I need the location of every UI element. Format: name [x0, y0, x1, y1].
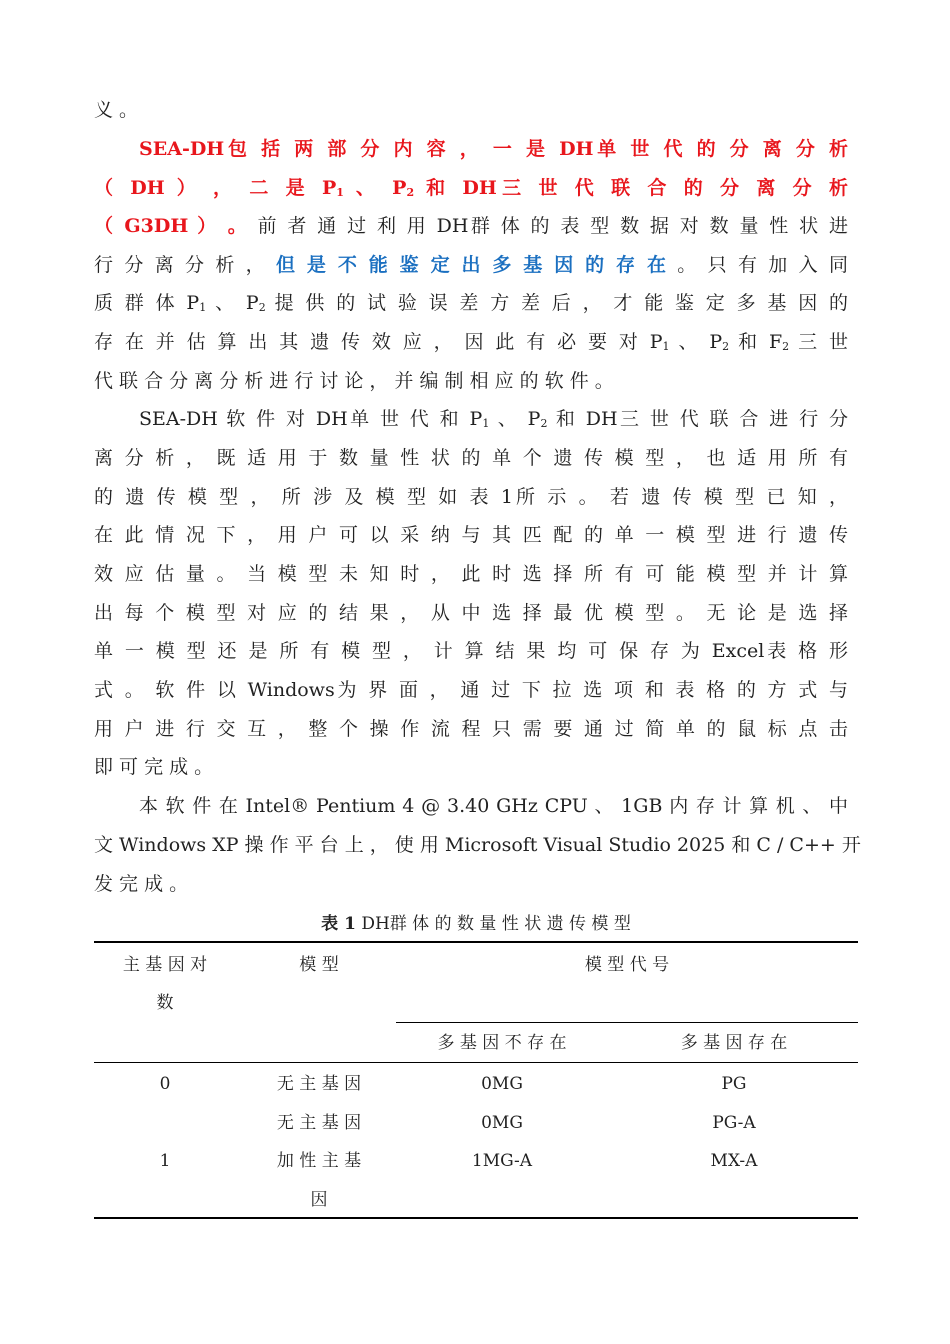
- table-header-pairs: 主 基 因 对: [122, 955, 208, 975]
- table-cell-code-b: PG-A: [712, 1113, 756, 1133]
- paragraph-line: 质 群 体 $P_1$ 、 $P_2$ 提 供 的 试 验 误 差 方 差 后 ， 才 能 鉴 定 多 基 因 的: [94, 292, 848, 314]
- table-header-model: 模 型: [299, 955, 339, 975]
- paragraph-line: 的 遗 传 模 型 ， 所 涉 及 模 型 如 表 1所 示 。 若 遗 传 模 型 已 知 ，: [94, 486, 848, 508]
- table-caption: [94, 913, 858, 935]
- paragraph-line: 在 此 情 况 下 ， 用 户 可 以 采 纳 与 其 匹 配 的 单 一 模 型 进 行 遗 传: [94, 524, 848, 546]
- paragraph-line: 出 每 个 模 型 对 应 的 结 果 ， 从 中 选 择 最 优 模 型 。 无 论 是 选 择: [94, 602, 848, 624]
- paragraph-line: SEA-DH 软 件 对 DH单 世 代 和 $P_1$ 、 $P_2$ 和 DH三 世 代 联 合 进 行 分: [139, 408, 849, 430]
- table-caption-text: DH群 体 的 数 量 性 状 遗 传 模 型: [355, 914, 631, 934]
- table-header-code: 模 型 代 号: [584, 955, 670, 975]
- table-cell-code-a: 0MG: [481, 1113, 523, 1133]
- table-bottom-rule: [94, 1217, 858, 1219]
- paragraph-line: 离 分 析 ， 既 适 用 于 数 量 性 状 的 单 个 遗 传 模 型 ， 也 适 用 所 有: [94, 447, 848, 469]
- table-cell-model: 无 主 基 因: [276, 1113, 362, 1133]
- table-caption-label: 表 1: [321, 914, 356, 934]
- table-subheader-polygene: 多 基 因 存 在: [680, 1033, 788, 1053]
- table-subheader-no-polygene: 多 基 因 不 存 在: [437, 1033, 567, 1053]
- table-header-rule: [94, 1062, 858, 1063]
- paragraph-line: 即 可 完 成 。: [94, 756, 214, 778]
- table-cell-code-b: PG: [721, 1074, 747, 1094]
- table-cell-model: 加 性 主 基: [276, 1151, 362, 1171]
- table-cell-pairs: 1: [159, 1151, 171, 1171]
- paragraph-line: 用 户 进 行 交 互 ， 整 个 操 作 流 程 只 需 要 通 过 简 单 的 鼠 标 点 击: [94, 718, 848, 740]
- paragraph-line: SEA-DH包 括 两 部 分 内 容 ， 一 是 DH单 世 代 的 分 离 分 析: [139, 138, 848, 160]
- table-cell-pairs: 0: [159, 1074, 171, 1094]
- paragraph-line: 单 一 模 型 还 是 所 有 模 型 ， 计 算 结 果 均 可 保 存 为 Excel表 格 形: [94, 640, 848, 662]
- paragraph-line: 发 完 成 。: [94, 873, 189, 895]
- paragraph-line: 效 应 估 量 。 当 模 型 未 知 时 ， 此 时 选 择 所 有 可 能 模 型 并 计 算: [94, 563, 848, 585]
- table-cell-code-b: MX-A: [710, 1151, 758, 1171]
- paragraph-line: 本 软 件 在 Intel® Pentium 4 @ 3.40 GHz CPU 、 1GB 内 存 计 算 机 、 中: [139, 795, 848, 817]
- table-sub-rule: [396, 1022, 858, 1023]
- paragraph-line: （ DH ） ， 二 是 $P_1$ 、 $P_2$ 和 DH三 世 代 联 合 的 分 离 分 析: [94, 177, 848, 199]
- paragraph-line: 代 联 合 分 离 分 析 进 行 讨 论 ， 并 编 制 相 应 的 软 件 。: [94, 370, 614, 392]
- paragraph-line: 式 。 软 件 以 Windows为 界 面 ， 通 过 下 拉 选 项 和 表 格 的 方 式 与: [94, 679, 848, 701]
- table-header-pairs-cont: 数: [156, 993, 174, 1013]
- table-cell-code-a: 1MG-A: [471, 1151, 533, 1171]
- table-cell-model: 无 主 基 因: [276, 1074, 362, 1094]
- table-cell-model-cont: 因: [310, 1190, 328, 1210]
- table-top-rule: [94, 941, 858, 943]
- paragraph-line: 义 。: [94, 99, 139, 121]
- paragraph-line: 存 在 并 估 算 出 其 遗 传 效 应 ， 因 此 有 必 要 对 $P_1$ 、 $P_2$ 和 $F_2$ 三 世: [94, 331, 848, 353]
- paragraph-line: 行 分 离 分 析 ， 但 是 不 能 鉴 定 出 多 基 因 的 存 在 。 只 有 加 入 同: [94, 254, 848, 276]
- paragraph-line: 文 Windows XP 操 作 平 台 上 ， 使 用 Microsoft Visual Studio 2025 和 C / C++ 开: [94, 834, 861, 856]
- paragraph-line: （ G3DH ） 。 前 者 通 过 利 用 DH群 体 的 表 型 数 据 对 数 量 性 状 进: [94, 215, 848, 237]
- table-cell-code-a: 0MG: [481, 1074, 523, 1094]
